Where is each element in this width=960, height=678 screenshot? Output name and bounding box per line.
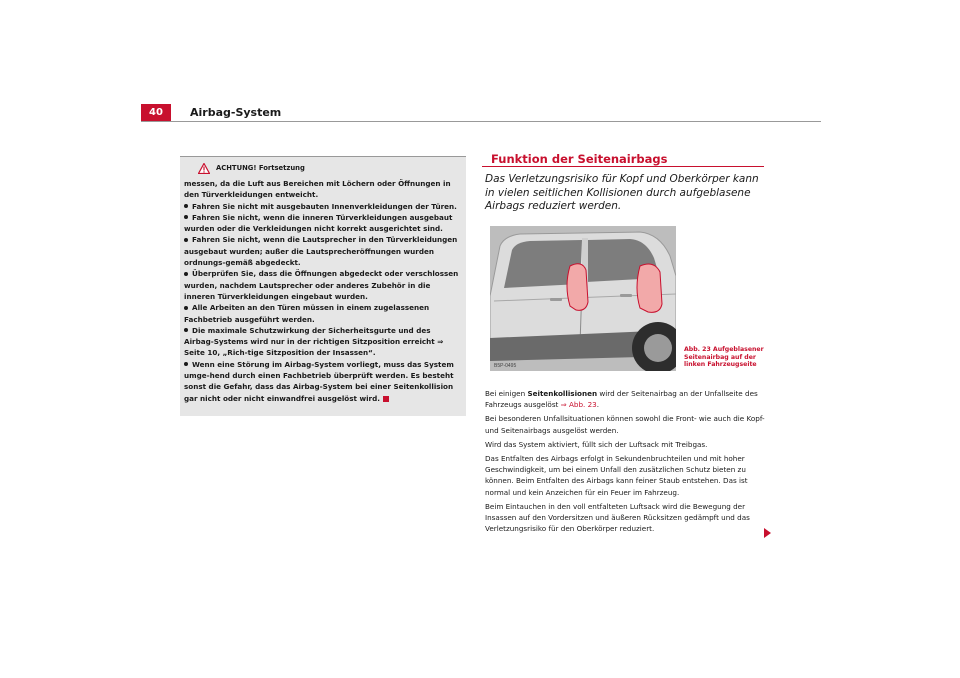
warning-box	[180, 156, 466, 416]
car-illustration	[490, 226, 676, 371]
warning-intro: messen, da die Luft aus Bereichen mit Löchern oder Öffnungen in den Türverkleidungen entweicht.	[184, 179, 451, 200]
paragraph	[485, 388, 770, 410]
warning-bullet	[184, 201, 460, 212]
bold-text: Seitenkollisionen	[527, 389, 598, 398]
figure-caption: Abb. 23 Aufgeblasener Seitenairbag auf der linken Fahrzeugseite	[684, 346, 764, 368]
bullet-text: Die maximale Schutzwirkung der Sicherheitsgurte und des Airbag-Systems wird nur in der richtigen Sitzposition erreicht	[184, 325, 438, 347]
bullet-text: Fahren Sie nicht, wenn die Lautsprecher in den Türverkleidungen ausgebaut wurden; außer die Lautsprecheröffnungen wurden ordnungs-gemäß abgedeckt.	[184, 235, 458, 268]
warning-heading	[198, 161, 460, 175]
continue-arrow-icon	[764, 528, 771, 538]
bullet-text: Überprüfen Sie, dass die Öffnungen abgedeckt oder verschlossen wurden, nachdem Lautsprecher oder anderes Zubehör in die inneren Türverkleidungen eingebaut wurden.	[184, 269, 459, 301]
figure-side-airbag	[490, 226, 676, 371]
paragraph: Bei besonderen Unfallsituationen können sowohl die Front- wie auch die Kopf- und Seitenairbags ausgelöst werden.	[485, 414, 765, 435]
body-text	[485, 388, 770, 537]
bullet-icon	[184, 238, 188, 242]
paragraph: Beim Eintauchen in den voll entfalteten Luftsack wird die Bewegung der Insassen auf den Vordersitzen und äußeren Rücksitzen gedämpft und das Verletzungsrisiko für den Oberkörper reduziert.	[485, 501, 750, 534]
warning-bullet	[184, 268, 460, 302]
page-number: 40	[141, 104, 171, 122]
section-lead: Das Verletzungsrisiko für Kopf und Oberkörper kann in vielen seitlichen Kollisionen durch aufgeblasene Airbags reduziert werden.	[485, 173, 759, 212]
bullet-icon	[184, 306, 188, 310]
text: Bei einigen	[485, 389, 528, 398]
paragraph: Wird das System aktiviert, füllt sich der Luftsack mit Treibgas.	[485, 439, 708, 449]
end-of-section-marker	[383, 396, 389, 402]
paragraph: Das Entfalten des Airbags erfolgt in Sekundenbruchteilen und mit hoher Geschwindigkeit, um bei einem Unfall den zusätzlichen Schutz bieten zu können. Beim Entfalten des Airbags kann feiner Staub entstehen. Das ist normal und kein Anzeichen für ein Feuer im Fahrzeug.	[485, 454, 748, 497]
section-title: Funktion der Seitenairbags	[491, 152, 668, 166]
warning-bullet	[184, 359, 460, 404]
section-divider	[482, 166, 764, 167]
warning-bullet	[184, 302, 460, 325]
text: .	[596, 400, 600, 410]
reference-arrow: ⇒	[437, 337, 444, 347]
bullet-icon	[184, 272, 188, 276]
bullet-icon	[184, 204, 188, 208]
warning-bullet	[184, 212, 460, 235]
warning-triangle-icon	[198, 163, 210, 174]
header-divider	[141, 121, 821, 122]
rear-side-airbag	[637, 264, 662, 312]
chapter-title: Airbag-System	[190, 106, 282, 119]
text: wird der Seitenairbag an der Unfallseite des Fahrzeugs ausgelöst	[485, 389, 758, 410]
bullet-text: Alle Arbeiten an den Türen müssen in einem zugelassenen Fachbetrieb ausgeführt werden.	[184, 303, 430, 324]
warning-text	[184, 178, 460, 404]
figure-code: B5P-0495	[494, 363, 517, 369]
warning-bullet	[184, 325, 460, 359]
warning-bullet	[184, 234, 460, 268]
page-reference-link[interactable]: Seite 10, „Rich-tige Sitzposition der Insassen“.	[184, 348, 376, 358]
bullet-icon	[184, 215, 188, 219]
bullet-text: Wenn eine Störung im Airbag-System vorliegt, muss das System umge-hend durch einen Fachbetrieb überprüft werden. Es besteht sonst die Gefahr, dass das Airbag-System bei einer Seitenkollision gar nicht oder nicht einwandfrei ausgelöst wird.	[184, 359, 454, 403]
figure-reference-link[interactable]: ⇒ Abb. 23	[560, 400, 597, 410]
bullet-text: Fahren Sie nicht mit ausgebauten Innenverkleidungen der Türen.	[192, 201, 457, 211]
warning-label: ACHTUNG! Fortsetzung	[216, 164, 305, 172]
front-side-airbag	[567, 264, 588, 311]
bullet-icon	[184, 362, 188, 366]
bullet-text: Fahren Sie nicht, wenn die inneren Türverkleidungen ausgebaut wurden oder die Verkleidungen nicht korrekt ausgerichtet sind.	[184, 212, 453, 234]
bullet-icon	[184, 328, 188, 332]
